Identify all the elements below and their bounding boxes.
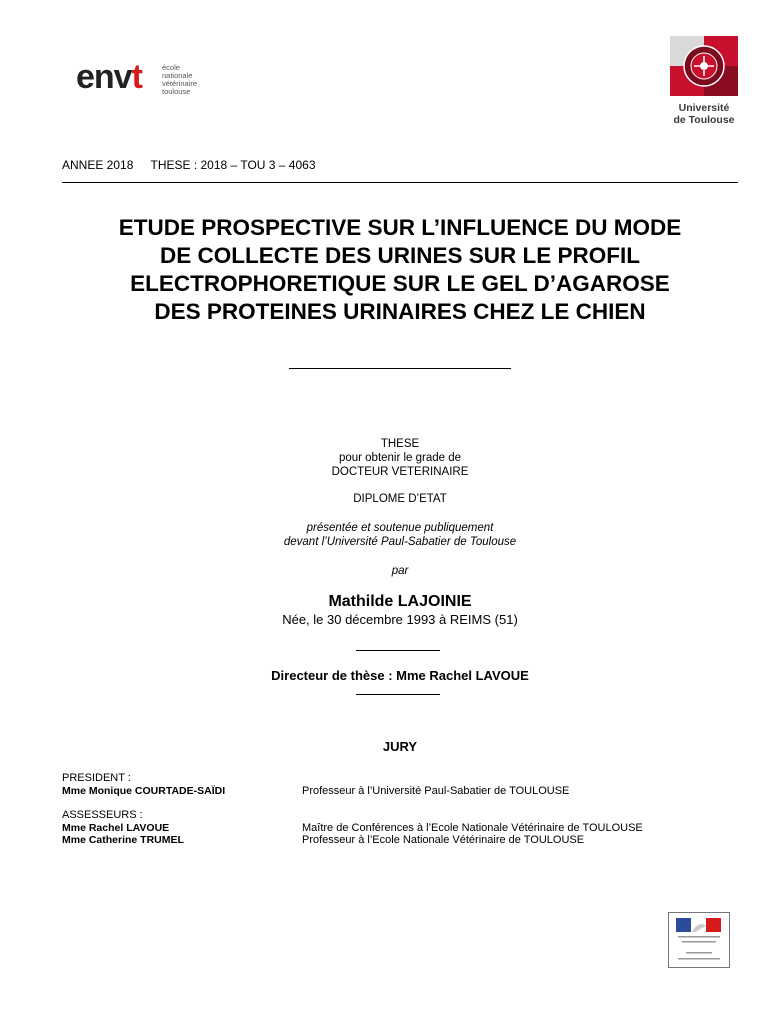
- assessor-name: Mme Rachel LAVOUE: [62, 822, 170, 834]
- author-name: Mathilde LAJOINIE: [328, 593, 472, 610]
- thesis-director: Directeur de thèse : Mme Rachel LAVOUE: [271, 668, 529, 683]
- assessor-name: Mme Catherine TRUMEL: [62, 834, 184, 846]
- ministry-logo: [668, 912, 730, 968]
- title-divider: [289, 368, 511, 369]
- thesis-year: ANNEE 2018: [62, 158, 134, 172]
- president-name: Mme Monique COURTADE-SAÏDI: [62, 785, 226, 797]
- header-divider: [62, 182, 738, 183]
- assessor-role: Maître de Conférences à l’Ecole Nationale Vétérinaire de TOULOUSE: [302, 822, 643, 834]
- thesis-reference: THESE : 2018 – TOU 3 – 4063: [150, 158, 316, 172]
- author-birth: Née, le 30 décembre 1993 à REIMS (51): [282, 612, 518, 627]
- assessors-label: ASSESSEURS :: [62, 809, 143, 821]
- presentation-info: présentée et soutenue publiquement devant l’Université Paul-Sabatier de Toulouse: [283, 522, 517, 548]
- envt-logo-word: envt: [76, 58, 142, 96]
- president-label: PRESIDENT :: [62, 772, 131, 784]
- degree-info: THESE pour obtenir le grade de DOCTEUR VETERINAIRE: [331, 438, 469, 478]
- envt-logo: [76, 58, 216, 98]
- jury-title: JURY: [382, 739, 418, 754]
- assessor-role: Professeur à l’Ecole Nationale Vétérinaire de TOULOUSE: [302, 834, 585, 846]
- universite-toulouse-logo: [668, 32, 740, 132]
- director-divider: [356, 694, 440, 695]
- diploma-label: DIPLOME D’ETAT: [353, 493, 447, 505]
- envt-logo-subtitle: école nationale vétérinaire toulouse: [162, 63, 198, 96]
- thesis-header: [62, 158, 330, 172]
- president-role: Professeur à l’Université Paul-Sabatier de TOULOUSE: [302, 785, 570, 797]
- ministry-marianne-icon: [668, 912, 730, 968]
- author-divider: [356, 650, 440, 651]
- universite-name: Université de Toulouse: [673, 102, 735, 126]
- thesis-title: ETUDE PROSPECTIVE SUR L’INFLUENCE DU MODE DE COLLECTE DES URINES SUR LE PROFIL ELECTROPHORETIQUE SUR LE GEL D’AGAROSE DES PROTEINES URINAIRES CHEZ LE CHIEN: [118, 215, 682, 324]
- universite-seal-icon: [668, 32, 740, 98]
- by-label: par: [391, 565, 409, 577]
